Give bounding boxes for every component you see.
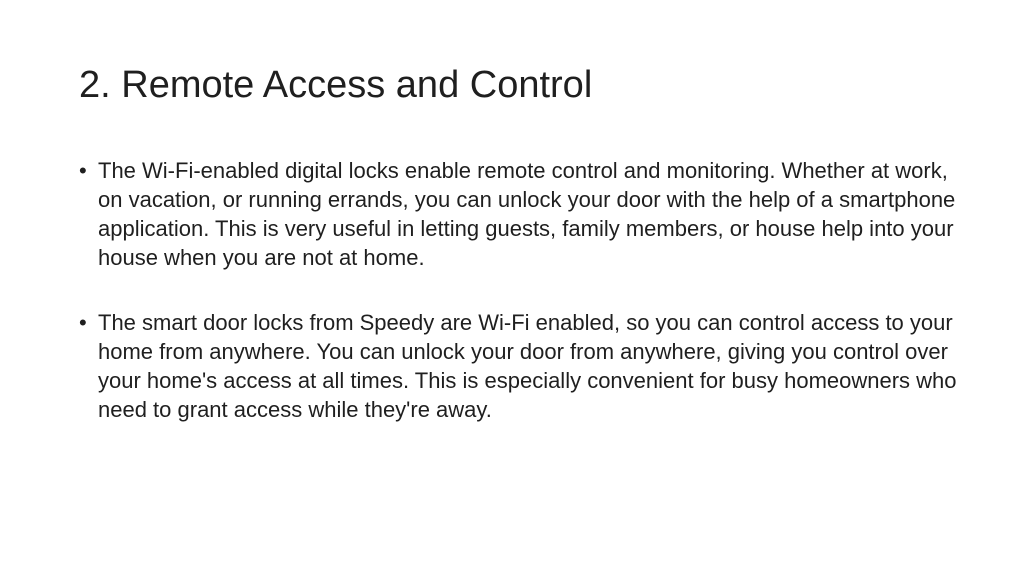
bullet-text: The smart door locks from Speedy are Wi-Fi enabled, so you can control access to your home from anywhere. You can unlock your door from anywhere, giving you control over your home's access at all times. This is especially convenient for busy homeowners who need to grant access while they're away.	[98, 310, 957, 422]
bullet-item	[79, 156, 959, 272]
bullet-item	[79, 308, 959, 424]
bullet-text: The Wi-Fi-enabled digital locks enable remote control and monitoring. Whether at work, on vacation, or running errands, you can unlock your door with the help of a smartphone application. This is very useful in letting guests, family members, or house help into your house when you are not at home.	[98, 158, 956, 270]
bullet-dot-icon: •	[79, 158, 87, 183]
bullet-list	[79, 156, 959, 460]
bullet-dot-icon: •	[79, 310, 87, 335]
slide-title: 2. Remote Access and Control	[79, 64, 593, 106]
